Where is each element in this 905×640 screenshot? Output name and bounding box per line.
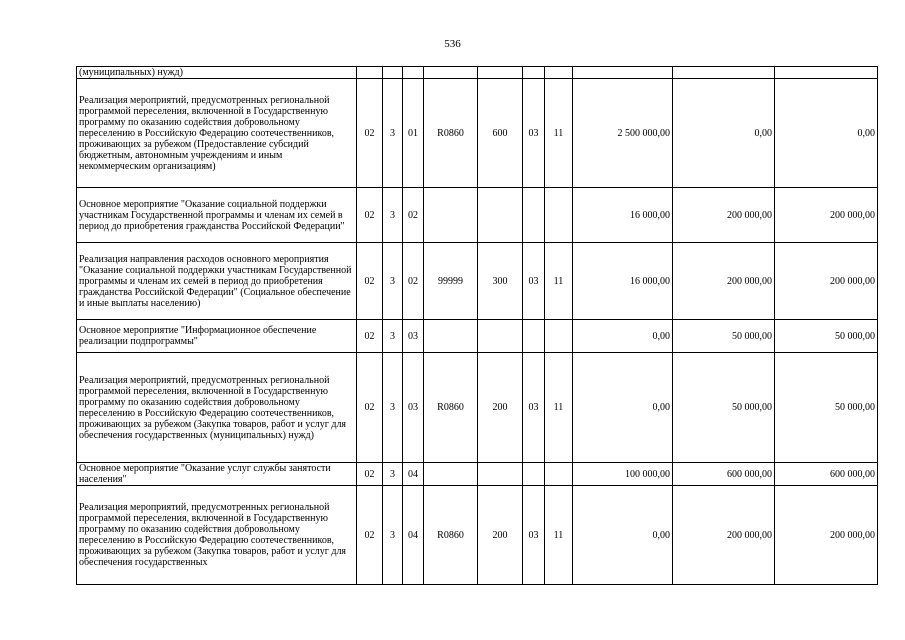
subprogram-code: 3 (383, 320, 403, 353)
amount-year-3: 50 000,00 (775, 320, 878, 353)
subprogram-code: 3 (383, 463, 403, 486)
section-code (523, 463, 545, 486)
amount-year-2: 50 000,00 (673, 353, 775, 463)
program-code: 02 (357, 79, 383, 188)
program-code (357, 67, 383, 79)
row-description: Реализация мероприятий, предусмотренных региональной программой переселения, включенной в Государственную программу по оказанию содействия добровольному переселению в Российскую Федерацию соотечественников, проживающих за рубежом (Закупка товаров, работ и услуг для обеспечения государственных (муниципальных) нужд) (77, 353, 357, 463)
section-code (523, 67, 545, 79)
subsection-code: 11 (545, 353, 573, 463)
amount-year-1 (573, 67, 673, 79)
row-description: Основное мероприятие "Оказание социальной поддержки участникам Государственной программы и членам их семей в период до приобретения гражданства Российской Федерации" (77, 188, 357, 243)
amount-year-2 (673, 67, 775, 79)
subprogram-code (383, 67, 403, 79)
amount-year-1: 16 000,00 (573, 188, 673, 243)
section-code: 03 (523, 353, 545, 463)
table-row (77, 320, 878, 353)
section-code: 03 (523, 79, 545, 188)
table-row (77, 67, 878, 79)
amount-year-2: 200 000,00 (673, 188, 775, 243)
subprogram-code: 3 (383, 486, 403, 585)
amount-year-1: 16 000,00 (573, 243, 673, 320)
activity-code: 02 (403, 188, 424, 243)
amount-year-1: 0,00 (573, 486, 673, 585)
amount-year-3: 600 000,00 (775, 463, 878, 486)
budget-table (76, 66, 878, 585)
subsection-code: 11 (545, 79, 573, 188)
subprogram-code: 3 (383, 79, 403, 188)
amount-year-3 (775, 67, 878, 79)
amount-year-3: 0,00 (775, 79, 878, 188)
program-code: 02 (357, 243, 383, 320)
program-code: 02 (357, 353, 383, 463)
table-row (77, 486, 878, 585)
expense-type-code: 200 (478, 353, 523, 463)
amount-year-1: 0,00 (573, 353, 673, 463)
activity-code: 03 (403, 353, 424, 463)
subsection-code: 11 (545, 486, 573, 585)
amount-year-2: 200 000,00 (673, 486, 775, 585)
section-code (523, 188, 545, 243)
subsection-code: 11 (545, 243, 573, 320)
table-row (77, 463, 878, 486)
expense-type-code (478, 67, 523, 79)
table-row (77, 243, 878, 320)
table-row (77, 353, 878, 463)
amount-year-3: 200 000,00 (775, 188, 878, 243)
amount-year-1: 2 500 000,00 (573, 79, 673, 188)
expense-type-code: 300 (478, 243, 523, 320)
amount-year-2: 600 000,00 (673, 463, 775, 486)
row-description: Реализация направления расходов основного мероприятия "Оказание социальной поддержки участникам Государственной программы и членам их семей в период до приобретения гражданства Российской Федерации" (Социальное обеспечение и иные выплаты населению) (77, 243, 357, 320)
activity-code: 01 (403, 79, 424, 188)
row-description: Реализация мероприятий, предусмотренных региональной программой переселения, включенной в Государственную программу по оказанию содействия добровольному переселению в Российскую Федерацию соотечественников, проживающих за рубежом (Закупка товаров, работ и услуг для обеспечения государственных (77, 486, 357, 585)
amount-year-3: 200 000,00 (775, 243, 878, 320)
expense-type-code: 200 (478, 486, 523, 585)
section-code: 03 (523, 486, 545, 585)
subsection-code (545, 67, 573, 79)
subprogram-code: 3 (383, 243, 403, 320)
expense-type-code (478, 320, 523, 353)
page-number: 536 (444, 38, 461, 50)
direction-code (424, 463, 478, 486)
direction-code (424, 188, 478, 243)
expense-type-code: 600 (478, 79, 523, 188)
activity-code (403, 67, 424, 79)
table-row (77, 188, 878, 243)
direction-code: R0860 (424, 353, 478, 463)
program-code: 02 (357, 486, 383, 585)
subsection-code (545, 188, 573, 243)
expense-type-code (478, 463, 523, 486)
amount-year-3: 200 000,00 (775, 486, 878, 585)
subsection-code (545, 320, 573, 353)
subprogram-code: 3 (383, 353, 403, 463)
amount-year-3: 50 000,00 (775, 353, 878, 463)
row-description: Основное мероприятие "Информационное обеспечение реализации подпрограммы" (77, 320, 357, 353)
program-code: 02 (357, 188, 383, 243)
table-row (77, 79, 878, 188)
direction-code (424, 320, 478, 353)
row-description: Реализация мероприятий, предусмотренных региональной программой переселения, включенной в Государственную программу по оказанию содействия добровольному переселению в Российскую Федерацию соотечественников, проживающих за рубежом (Предоставление субсидий бюджетным, автономным учреждениям и иным некоммерческим организациям) (77, 79, 357, 188)
direction-code: R0860 (424, 486, 478, 585)
section-code (523, 320, 545, 353)
amount-year-1: 0,00 (573, 320, 673, 353)
amount-year-2: 50 000,00 (673, 320, 775, 353)
expense-type-code (478, 188, 523, 243)
amount-year-2: 0,00 (673, 79, 775, 188)
amount-year-1: 100 000,00 (573, 463, 673, 486)
activity-code: 04 (403, 486, 424, 585)
subprogram-code: 3 (383, 188, 403, 243)
activity-code: 04 (403, 463, 424, 486)
section-code: 03 (523, 243, 545, 320)
direction-code: R0860 (424, 79, 478, 188)
amount-year-2: 200 000,00 (673, 243, 775, 320)
program-code: 02 (357, 463, 383, 486)
direction-code (424, 67, 478, 79)
row-description: Основное мероприятие "Оказание услуг службы занятости населения" (77, 463, 357, 486)
activity-code: 03 (403, 320, 424, 353)
subsection-code (545, 463, 573, 486)
program-code: 02 (357, 320, 383, 353)
row-description: (муниципальных) нужд) (77, 67, 357, 79)
direction-code: 99999 (424, 243, 478, 320)
activity-code: 02 (403, 243, 424, 320)
